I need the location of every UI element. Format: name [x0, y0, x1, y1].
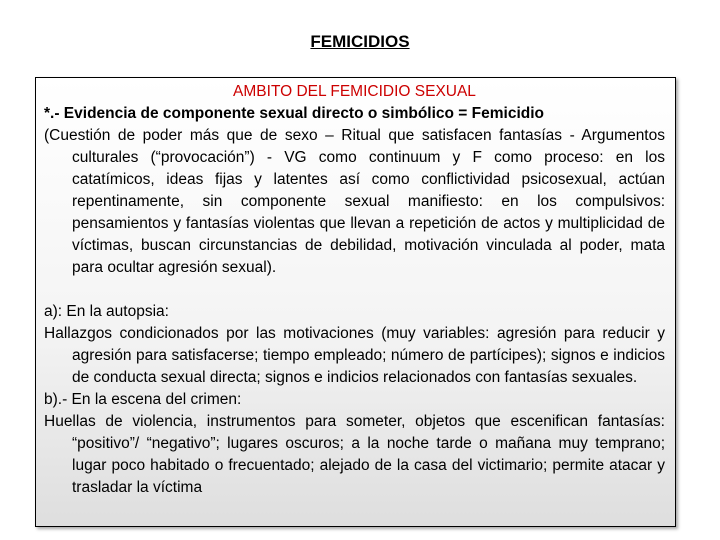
page-title: FEMICIDIOS — [310, 32, 410, 51]
section-b-text: Huellas de violencia, instrumentos para someter, objetos que escenifican fantasías: “positivo”/ “negativo”; lugares oscuros; a la noche tarde o mañana muy temprano; lugar poco habitado o frecuentado; alejado de la casa del victimario; permite atacar y trasladar la víctima — [44, 413, 665, 496]
paragraph-1: (Cuestión de poder más que de sexo – Ritual que satisfacen fantasías - Argumentos culturales (“provocación”) - VG como continuum y F como proceso: en los catatímicos, ideas fijas y latentes así como conflictividad psicosexual, actúan repentinamente, sin componente sexual manifiesto: en los compulsivos: pensamientos y fantasías violentas que llevan a repetición de actos y multiplicidad de víctimas, buscan circunstancias de debilidad, motivación vinculada al poder, mata para ocultar agresión sexual). — [44, 127, 665, 276]
content-box — [35, 77, 676, 527]
spacer — [44, 279, 665, 301]
evidence-line: *.- Evidencia de componente sexual directo o simbólico = Femicidio — [44, 105, 545, 122]
section-a-heading: a): En la autopsia: — [44, 303, 169, 320]
section-b-heading: b).- En la escena del crimen: — [44, 391, 242, 408]
content-text — [36, 78, 675, 499]
section-a-text: Hallazgos condicionados por las motivaciones (muy variables: agresión para reducir y agresión para satisfacerse; tiempo empleado; número de partícipes); signos e indicios de conducta sexual directa; signos e indicios relacionados con fantasías sexuales. — [44, 325, 665, 386]
box-title: AMBITO DEL FEMICIDIO SEXUAL — [233, 83, 476, 100]
